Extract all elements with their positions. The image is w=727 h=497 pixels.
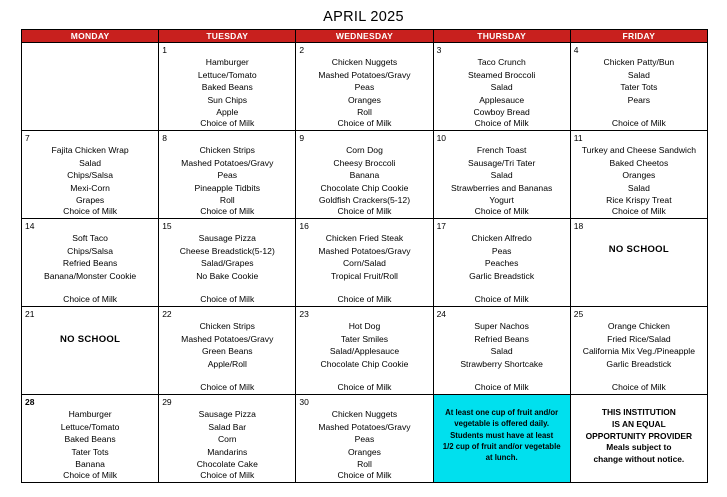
menu-items (571, 144, 707, 207)
menu-item: Taco Crunch (477, 57, 526, 67)
menu-items (434, 56, 570, 119)
menu-item: Baked Beans (201, 82, 253, 93)
menu-item: No Bake Cookie (196, 270, 259, 281)
menu-item: Green Beans (201, 346, 253, 357)
menu-item: Applesauce (479, 94, 525, 105)
menu-item: Chicken Strips (199, 321, 255, 331)
day-number: 25 (573, 309, 584, 319)
day-cell (22, 395, 159, 483)
week-row (22, 219, 708, 307)
menu-item: California Mix Veg./Pineapple (582, 346, 695, 357)
menu-item: Tater Tots (71, 446, 109, 457)
weekday-header-row (22, 30, 708, 43)
day-number: 17 (436, 221, 447, 231)
menu-item: Salad (627, 182, 650, 193)
menu-item: Corn Dog (346, 145, 383, 155)
menu-item: Chips/Salsa (67, 245, 114, 256)
menu-item: Mashed Potatoes/Gravy (181, 333, 274, 344)
week-row (22, 43, 708, 131)
menu-item: Salad (627, 69, 650, 80)
milk-choice: Choice of Milk (611, 118, 666, 128)
header-wednesday: WEDNESDAY (296, 30, 433, 43)
day-cell (570, 131, 707, 219)
menu-item: Refried Beans (62, 258, 118, 269)
menu-item: Cowboy Bread (473, 107, 530, 118)
statement-line: change without notice. (593, 454, 685, 465)
calendar-body (22, 43, 708, 483)
day-cell (433, 219, 570, 307)
menu-item: Chicken Strips (199, 145, 255, 155)
page-title: APRIL 2025 (323, 9, 404, 25)
menu-item: Yogurt (489, 195, 514, 206)
milk-choice: Choice of Milk (474, 206, 529, 216)
day-cell (296, 131, 433, 219)
statement-line: OPPORTUNITY PROVIDER (585, 430, 693, 441)
menu-item: Soft Taco (72, 233, 108, 243)
menu-items (159, 144, 295, 207)
milk-choice: Choice of Milk (337, 294, 392, 304)
menu-items (296, 232, 432, 282)
day-number: 28 (25, 397, 35, 407)
menu-item: Chicken Patty/Bun (603, 57, 675, 67)
menu-item: Corn/Salad (342, 258, 386, 269)
menu-item: Peaches (484, 258, 519, 269)
menu-item: Apple (216, 107, 239, 118)
menu-items (159, 232, 295, 282)
menu-items (296, 320, 432, 370)
menu-item: Peas (354, 82, 375, 93)
menu-item: Grapes (76, 195, 105, 206)
menu-item: Roll (357, 459, 372, 470)
milk-choice: Choice of Milk (474, 118, 529, 128)
milk-choice: Choice of Milk (337, 206, 392, 216)
menu-item: Orange Chicken (607, 321, 670, 331)
menu-item: Mashed Potatoes/Gravy (318, 69, 411, 80)
milk-choice: Choice of Milk (611, 382, 666, 392)
day-cell (22, 307, 159, 395)
menu-item: Garlic Breadstick (606, 358, 672, 369)
day-cell (433, 43, 570, 131)
menu-item: Banana (349, 170, 380, 181)
menu-item: Mashed Potatoes/Gravy (318, 421, 411, 432)
menu-item: Corn (217, 434, 237, 445)
menu-item: Oranges (347, 446, 381, 457)
milk-choice: Choice of Milk (337, 382, 392, 392)
menu-item: Pineapple Tidbits (194, 182, 260, 193)
menu-item: Hamburger (68, 409, 112, 419)
menu-item: Refried Beans (474, 333, 529, 344)
menu-item: Turkey and Cheese Sandwich (581, 145, 697, 155)
menu-item: Fried Rice/Salad (607, 333, 671, 344)
day-number: 4 (573, 45, 579, 55)
menu-items (22, 408, 158, 471)
note-line: 1/2 cup of fruit and/or vegetable (442, 441, 561, 451)
milk-choice: Choice of Milk (63, 470, 118, 480)
day-number: 23 (299, 309, 309, 319)
day-number: 1 (162, 45, 167, 55)
menu-items (296, 56, 432, 119)
menu-item: Mashed Potatoes/Gravy (181, 157, 274, 168)
day-cell (570, 43, 707, 131)
menu-item: Apple/Roll (207, 358, 247, 369)
day-cell (296, 219, 433, 307)
menu-item: Chicken Nuggets (331, 409, 398, 419)
menu-item: Cheese Breadstick(5-12) (179, 245, 275, 256)
menu-item: Salad (490, 170, 513, 181)
day-cell (159, 43, 296, 131)
menu-item: Chicken Fried Steak (325, 233, 404, 243)
menu-items (296, 408, 432, 471)
menu-item: Tropical Fruit/Roll (330, 270, 398, 281)
menu-item: Banana/Monster Cookie (43, 270, 137, 281)
menu-item: Mexi-Corn (70, 182, 110, 193)
menu-item: Pears (627, 94, 651, 105)
menu-item: Salad/Grapes (201, 258, 254, 269)
day-cell (22, 131, 159, 219)
day-cell (22, 219, 159, 307)
day-cell (159, 395, 296, 483)
day-number: 22 (162, 309, 172, 319)
menu-item: Hot Dog (348, 321, 381, 331)
menu-item: Chocolate Chip Cookie (320, 358, 409, 369)
note-line: At least one cup of fruit and/or (445, 408, 559, 417)
menu-item: Banana (75, 459, 105, 470)
milk-choice: Choice of Milk (474, 382, 529, 392)
menu-item: Hamburger (205, 57, 249, 67)
menu-item: Super Nachos (474, 321, 529, 331)
menu-item: Chips/Salsa (67, 170, 114, 181)
menu-item: Chicken Alfredo (471, 233, 532, 243)
menu-item: Chicken Nuggets (331, 57, 398, 67)
day-cell (159, 307, 296, 395)
menu-items (571, 320, 707, 370)
menu-items (571, 56, 707, 106)
header-monday: MONDAY (22, 30, 159, 43)
menu-item: Sausage Pizza (198, 233, 256, 243)
lunch-calendar (21, 29, 708, 483)
menu-item: Lettuce/Tomato (197, 69, 257, 80)
menu-item: Baked Cheetos (609, 157, 669, 168)
menu-item: Sun Chips (207, 94, 248, 105)
fruit-veg-note (436, 407, 568, 463)
menu-item: Chocolate Cake (196, 459, 258, 470)
menu-item: Roll (357, 107, 372, 118)
menu-items (296, 144, 432, 207)
menu-items (159, 56, 295, 119)
day-cell (433, 395, 570, 483)
day-number: 15 (162, 221, 172, 231)
menu-item: Mashed Potatoes/Gravy (318, 245, 411, 256)
day-cell (296, 307, 433, 395)
day-number: 30 (299, 397, 309, 407)
day-number: 29 (162, 397, 172, 407)
menu-items (434, 232, 570, 282)
menu-item: Salad (490, 82, 513, 93)
week-row (22, 395, 708, 483)
statement-line: IS AN EQUAL (612, 418, 666, 429)
milk-choice: Choice of Milk (337, 470, 392, 480)
menu-item: Tater Smiles (340, 333, 389, 344)
day-number: 9 (299, 133, 305, 143)
day-number: 16 (299, 221, 309, 231)
day-number: 2 (299, 45, 305, 55)
menu-item: French Toast (476, 145, 527, 155)
milk-choice: Choice of Milk (200, 294, 255, 304)
menu-item: Garlic Breadstick (469, 270, 535, 281)
menu-item: Sausage/Tri Tater (467, 157, 536, 168)
day-cell (296, 43, 433, 131)
note-line: vegetable is offered daily. (454, 419, 550, 429)
menu-item: Fajita Chicken Wrap (51, 145, 129, 155)
milk-choice: Choice of Milk (337, 118, 392, 128)
milk-choice: Choice of Milk (611, 206, 666, 216)
menu-item: Steamed Broccoli (467, 69, 536, 80)
header-tuesday: TUESDAY (159, 30, 296, 43)
menu-items (159, 408, 295, 471)
day-cell (570, 307, 707, 395)
menu-item: Rice Krispy Treat (606, 195, 672, 206)
no-school-label: NO SCHOOL (608, 244, 669, 255)
day-cell (296, 395, 433, 483)
menu-item: Lettuce/Tomato (60, 421, 120, 432)
day-number: 14 (25, 221, 35, 231)
no-school-label: NO SCHOOL (59, 334, 121, 345)
menu-item: Salad Bar (208, 421, 247, 432)
menu-item: Salad (79, 157, 102, 168)
day-cell (433, 307, 570, 395)
equal-opportunity-statement (573, 407, 705, 466)
milk-choice: Choice of Milk (200, 470, 255, 480)
day-number: 7 (25, 133, 30, 143)
day-number: 21 (25, 309, 35, 319)
day-number: 3 (436, 45, 442, 55)
menu-items (434, 144, 570, 207)
header-thursday: THURSDAY (433, 30, 570, 43)
note-line: Students must have at least (450, 430, 554, 440)
day-number: 10 (436, 133, 447, 143)
menu-item: Baked Beans (64, 434, 116, 445)
menu-item: Salad/Applesauce (329, 346, 400, 357)
milk-choice: Choice of Milk (63, 294, 118, 304)
day-cell (433, 131, 570, 219)
menu-item: Peas (491, 245, 512, 256)
menu-item: Strawberry Shortcake (460, 358, 543, 369)
menu-item: Goldfish Crackers(5-12) (318, 195, 411, 206)
day-number: 11 (573, 133, 583, 143)
statement-line: THIS INSTITUTION (601, 407, 676, 417)
menu-items (159, 320, 295, 370)
day-cell (159, 219, 296, 307)
menu-item: Chocolate Chip Cookie (320, 182, 409, 193)
milk-choice: Choice of Milk (200, 118, 255, 128)
day-cell (570, 219, 707, 307)
week-row (22, 307, 708, 395)
menu-item: Cheesy Broccoli (333, 157, 396, 168)
milk-choice: Choice of Milk (200, 206, 255, 216)
day-number: 8 (162, 133, 167, 143)
day-cell (159, 131, 296, 219)
milk-choice: Choice of Milk (63, 206, 118, 216)
statement-line: Meals subject to (606, 442, 672, 453)
menu-item: Mandarins (207, 446, 248, 457)
milk-choice: Choice of Milk (200, 382, 255, 392)
note-line: at lunch. (485, 453, 518, 463)
day-number: 24 (436, 309, 447, 319)
menu-item: Oranges (347, 94, 381, 105)
day-cell (22, 43, 159, 131)
menu-item: Oranges (622, 170, 656, 181)
menu-items (434, 320, 570, 370)
menu-item: Tater Tots (620, 82, 658, 93)
week-row (22, 131, 708, 219)
menu-item: Strawberries and Bananas (451, 182, 553, 193)
menu-item: Salad (490, 346, 513, 357)
day-number: 18 (573, 221, 584, 231)
header-friday: FRIDAY (570, 30, 707, 43)
menu-item: Peas (217, 170, 238, 181)
menu-items (22, 144, 158, 207)
menu-items (22, 232, 158, 282)
day-cell (570, 395, 707, 483)
menu-item: Roll (219, 195, 235, 206)
menu-item: Peas (354, 434, 375, 445)
menu-item: Sausage Pizza (198, 409, 256, 419)
milk-choice: Choice of Milk (474, 294, 529, 304)
